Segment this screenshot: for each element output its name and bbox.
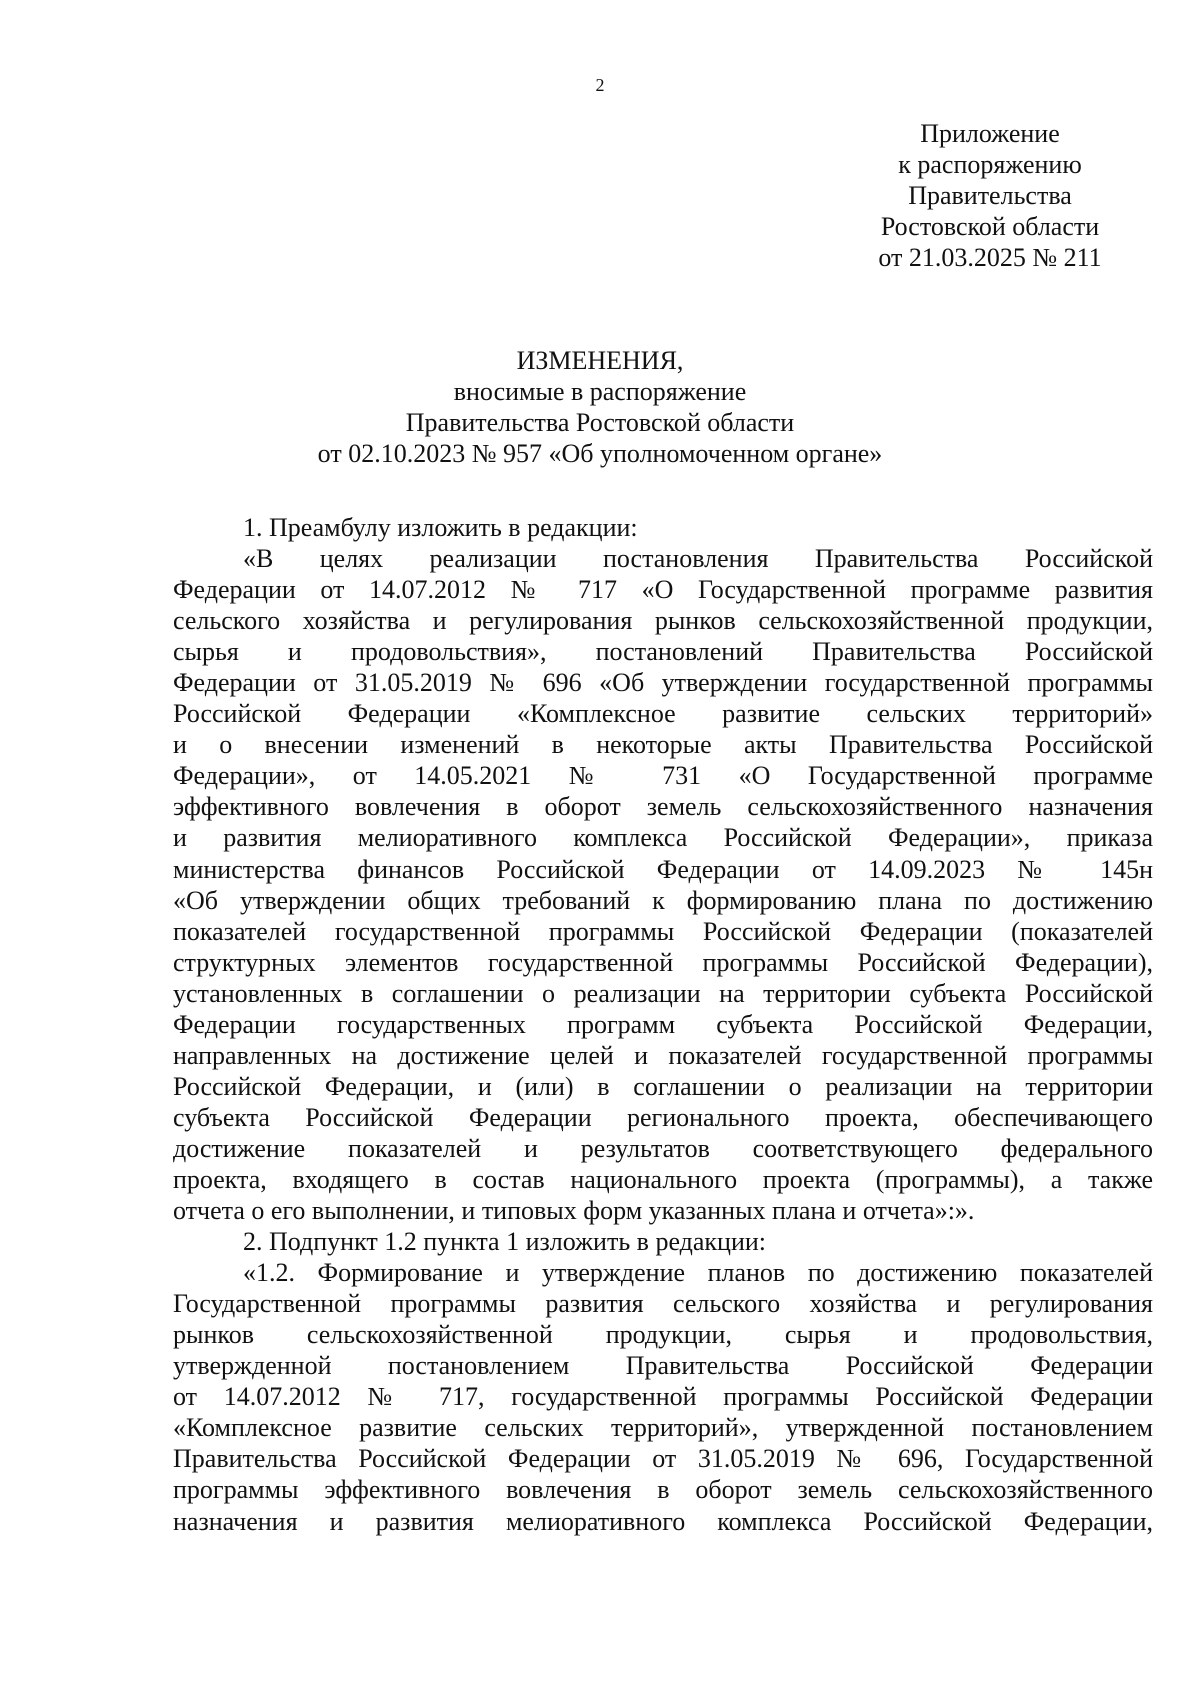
body-line: «В целях реализации постановления Правительства Российской [243, 544, 1153, 574]
body-line: субъекта Российской Федерации регионального проекта, обеспечивающего [173, 1102, 1153, 1132]
body-line: установленных в соглашении о реализации на территории субъекта Российской [173, 978, 1153, 1008]
body-line: Федерации от 31.05.2019 № 696 «Об утверждении государственной программы [173, 668, 1153, 698]
body-line: и развития мелиоративного комплекса Российской Федерации», приказа [173, 823, 1153, 853]
body-line: структурных элементов государственной программы Российской Федерации), [173, 947, 1153, 977]
body-line: Российской Федерации, и (или) в соглашении о реализации на территории [173, 1071, 1153, 1101]
body-line: эффективного вовлечения в оборот земель сельскохозяйственного назначения [173, 792, 1153, 822]
appendix-line: к распоряжению [898, 150, 1082, 179]
body-line: «1.2. Формирование и утверждение планов по достижению показателей [243, 1258, 1153, 1288]
body-line: сырья и продовольствия», постановлений Правительства Российской [173, 637, 1153, 667]
body-line: назначения и развития мелиоративного комплекса Российской Федерации, [173, 1506, 1153, 1536]
body-line: министерства финансов Российской Федерации от 14.09.2023 № 145н [173, 854, 1153, 884]
body-line: направленных на достижение целей и показателей государственной программы [173, 1040, 1153, 1070]
body-line: 2. Подпункт 1.2 пункта 1 изложить в редакции: [243, 1227, 767, 1257]
page-number: 2 [595, 75, 605, 95]
body-line: рынков сельскохозяйственной продукции, сырья и продовольствия, [173, 1320, 1153, 1350]
appendix-line: от 21.03.2025 № 211 [878, 243, 1102, 272]
appendix-header [805, 118, 1175, 273]
appendix-line: Приложение [920, 119, 1060, 148]
appendix-line: Ростовской области [880, 212, 1100, 241]
title-line: ИЗМЕНЕНИЯ, [516, 346, 684, 375]
body-line: сельского хозяйства и регулирования рынков сельскохозяйственной продукции, [173, 606, 1153, 636]
body-line: 1. Преамбулу изложить в редакции: [243, 513, 638, 542]
body-line: от 14.07.2012 № 717, государственной программы Российской Федерации [173, 1382, 1153, 1412]
body-line: проекта, входящего в состав национального проекта (программы), а также [173, 1164, 1153, 1194]
body-line: программы эффективного вовлечения в оборот земель сельскохозяйственного [173, 1475, 1153, 1505]
body-line: утвержденной постановлением Правительства Российской Федерации [173, 1351, 1153, 1381]
body-line: Российской Федерации «Комплексное развитие сельских территорий» [173, 699, 1153, 729]
document-body [173, 512, 1153, 1537]
body-line: Правительства Российской Федерации от 31.05.2019 № 696, Государственной [173, 1444, 1153, 1474]
appendix-line: Правительства [908, 181, 1072, 210]
body-line: Федерации», от 14.05.2021 № 731 «О Государственной программе [173, 761, 1153, 791]
body-line: показателей государственной программы Российской Федерации (показателей [173, 916, 1153, 946]
title-line: от 02.10.2023 № 957 «Об уполномоченном органе» [317, 439, 883, 468]
body-line: Государственной программы развития сельского хозяйства и регулирования [173, 1289, 1153, 1319]
body-line: «Комплексное развитие сельских территорий», утвержденной постановлением [173, 1413, 1153, 1443]
body-line: отчета о его выполнении, и типовых форм указанных плана и отчета»:». [173, 1196, 975, 1226]
title-line: вносимые в распоряжение [453, 377, 747, 406]
document-title [0, 345, 1200, 469]
body-line: «Об утверждении общих требований к формированию плана по достижению [173, 885, 1153, 915]
body-line: Федерации государственных программ субъекта Российской Федерации, [173, 1009, 1153, 1039]
body-line: и о внесении изменений в некоторые акты Правительства Российской [173, 730, 1153, 760]
body-line: достижение показателей и результатов соответствующего федерального [173, 1133, 1153, 1163]
body-line: Федерации от 14.07.2012 № 717 «О Государственной программе развития [173, 575, 1153, 605]
title-line: Правительства Ростовской области [405, 408, 795, 437]
